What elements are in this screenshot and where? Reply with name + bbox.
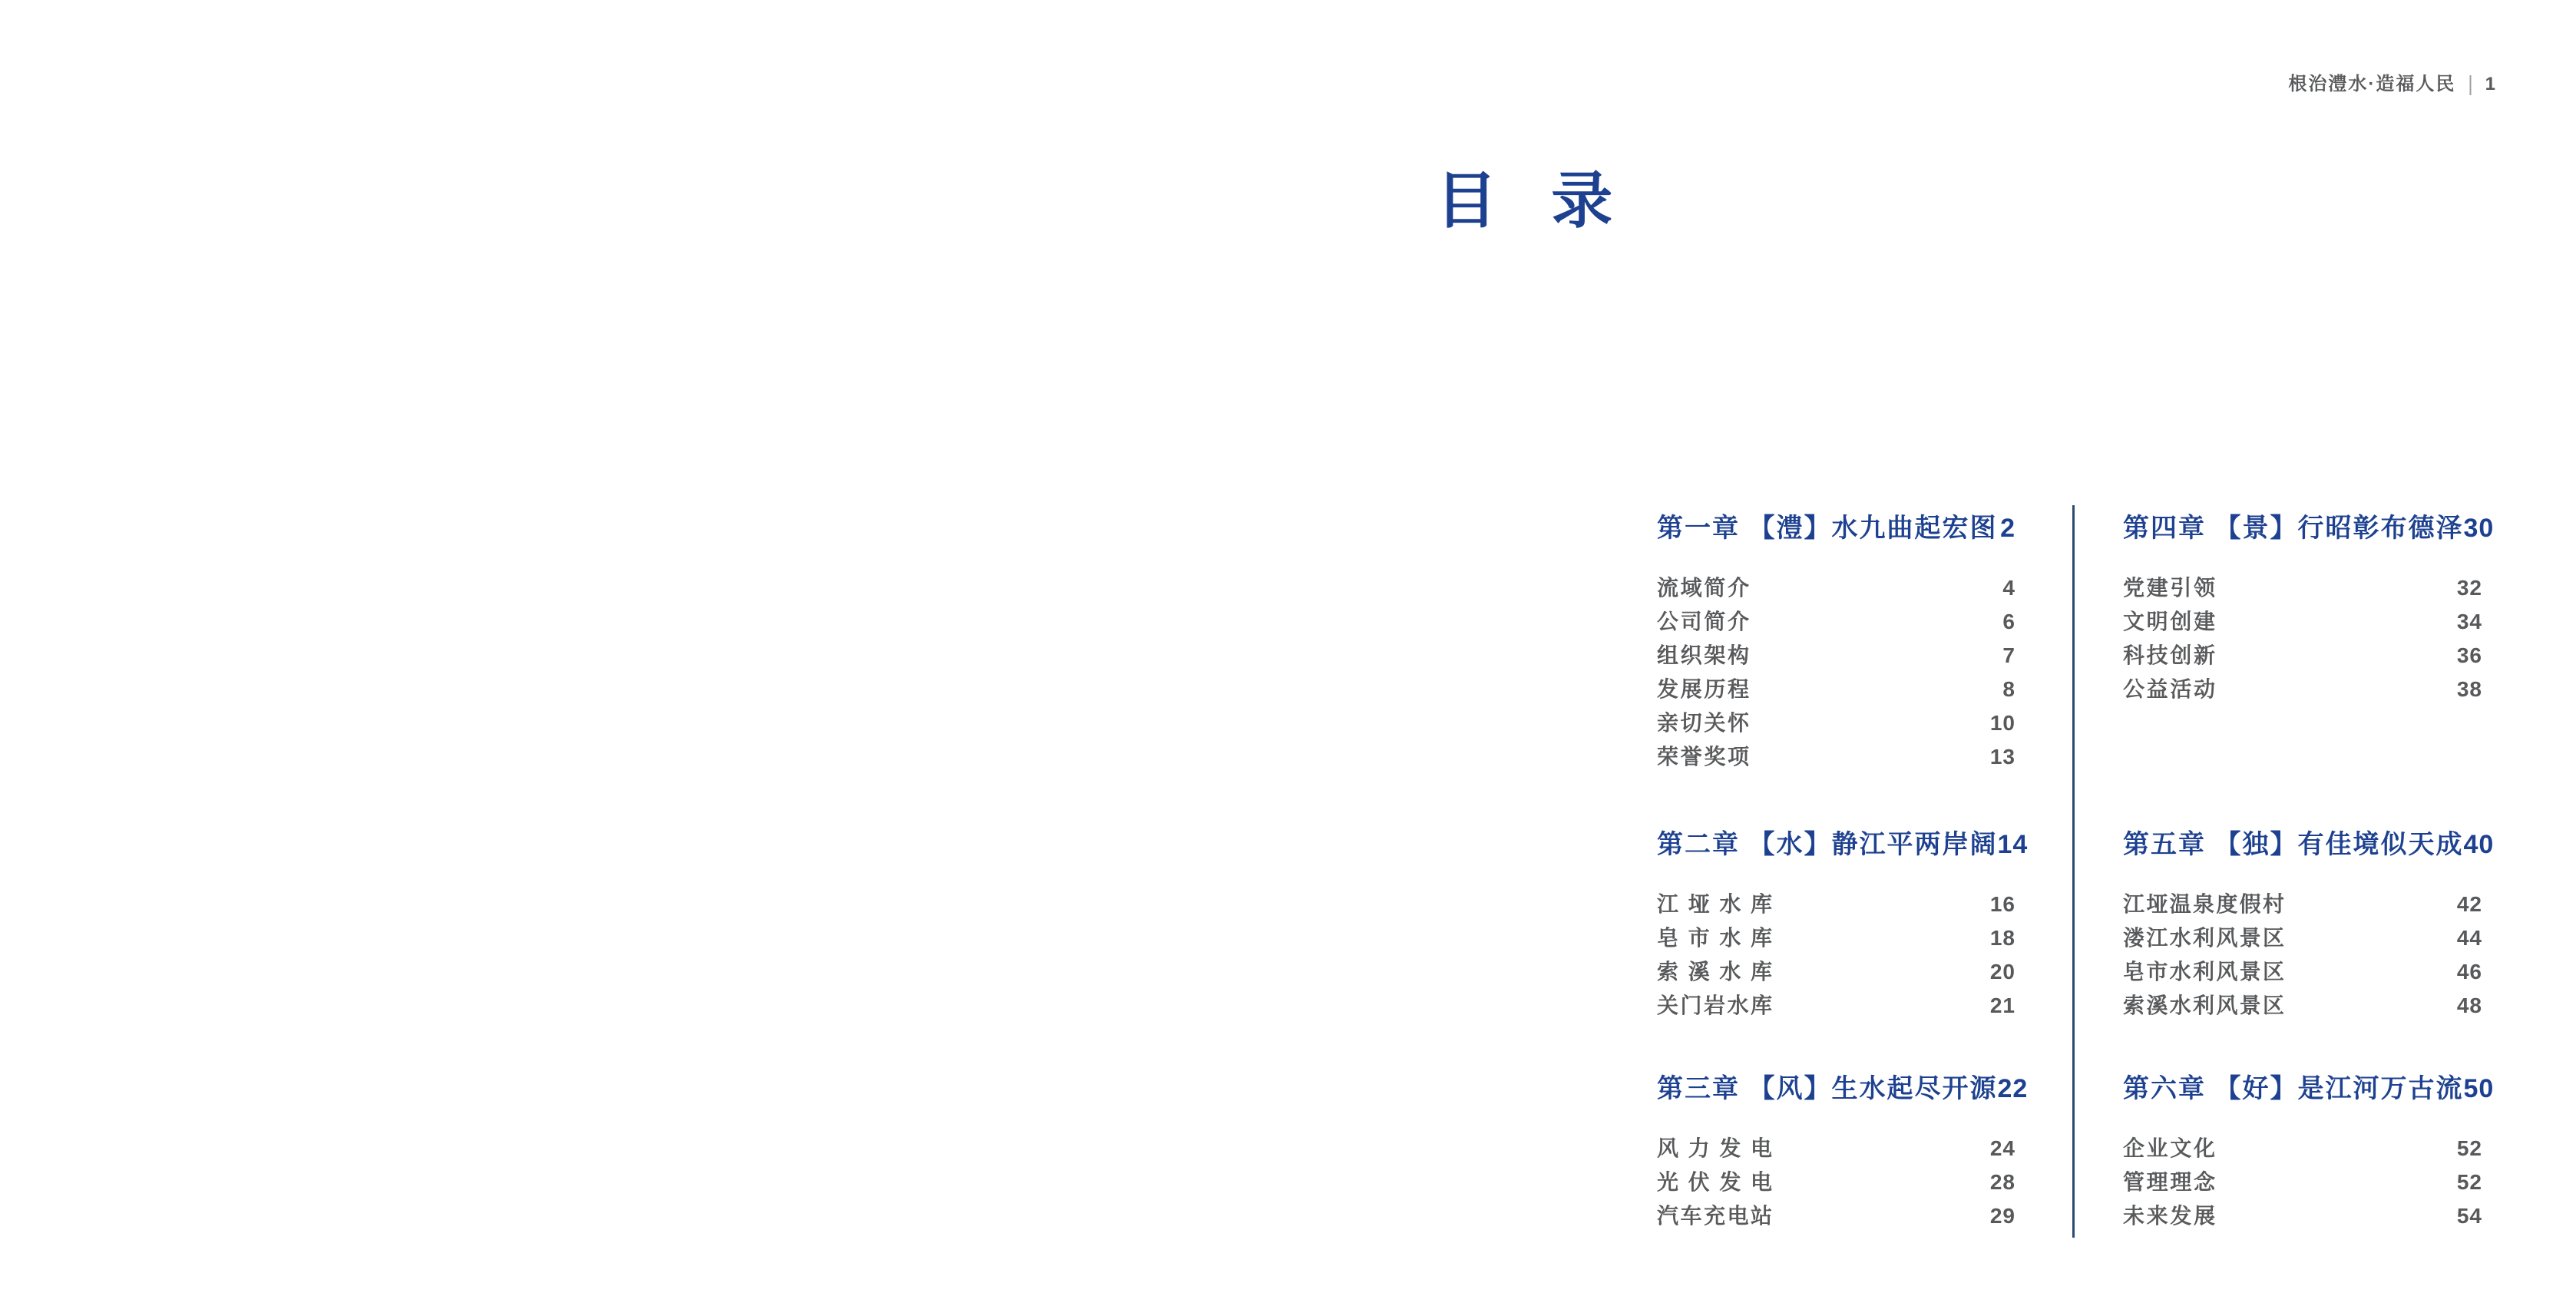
toc-item-page-number: 52 bbox=[2456, 1170, 2482, 1194]
chapter-title: 第四章 【景】行昭彰布德泽 bbox=[2123, 514, 2464, 543]
chapter-page-number: 14 bbox=[1997, 830, 2029, 859]
toc-item-page-number: 8 bbox=[2002, 677, 2015, 701]
toc-item-link[interactable] bbox=[1657, 740, 2015, 774]
toc-item-title: 公益活动 bbox=[2123, 677, 2215, 701]
chapter-title: 第二章 【水】静江平两岸阔 bbox=[1657, 830, 1998, 859]
toc-item-page-number: 44 bbox=[2456, 926, 2482, 950]
toc-item-link[interactable] bbox=[2123, 1165, 2482, 1199]
toc-item-link[interactable] bbox=[2123, 989, 2482, 1023]
toc-item-link[interactable] bbox=[2123, 571, 2482, 605]
toc-item-title: 关门岩水库 bbox=[1657, 994, 1772, 1017]
toc-item-link[interactable] bbox=[2123, 639, 2482, 673]
toc-item-link[interactable] bbox=[1657, 639, 2015, 673]
toc-item-page-number: 7 bbox=[2002, 643, 2015, 667]
toc-item-link[interactable] bbox=[1657, 921, 2015, 955]
toc-item-page-number: 16 bbox=[1989, 892, 2015, 916]
chapter-title: 第三章 【风】生水起尽开源 bbox=[1657, 1074, 1998, 1103]
toc-item-link[interactable] bbox=[1657, 571, 2015, 605]
chapter-heading-link[interactable] bbox=[1657, 829, 2029, 860]
toc-item-page-number: 28 bbox=[1989, 1170, 2015, 1194]
chapter-page-number: 40 bbox=[2463, 830, 2495, 859]
toc-item-title: 皂市水利风景区 bbox=[2123, 960, 2284, 984]
toc-chapter bbox=[1657, 513, 2015, 774]
toc-column-left bbox=[1657, 513, 2029, 1273]
toc-item-title: 汽车充电站 bbox=[1657, 1204, 1772, 1228]
toc-item-link[interactable] bbox=[1657, 605, 2015, 639]
toc-item-title: 科技创新 bbox=[2123, 643, 2215, 667]
toc-item-title: 流域简介 bbox=[1657, 576, 1749, 600]
toc-item-page-number: 20 bbox=[1989, 960, 2015, 984]
toc-item-link[interactable] bbox=[1657, 989, 2015, 1023]
toc-item-title: 荣誉奖项 bbox=[1657, 745, 1749, 769]
toc-item-page-number: 32 bbox=[2456, 576, 2482, 600]
toc-item-title: 公司简介 bbox=[1657, 610, 1749, 633]
toc-column-right bbox=[2123, 513, 2495, 1273]
chapter-title: 第六章 【好】是江河万古流 bbox=[2123, 1074, 2464, 1103]
toc-item-link[interactable] bbox=[1657, 888, 2015, 921]
toc-item-link[interactable] bbox=[1657, 955, 2015, 989]
toc-chapter bbox=[2123, 1073, 2495, 1233]
chapter-page-number: 2 bbox=[2000, 514, 2015, 543]
chapter-page-number: 50 bbox=[2463, 1074, 2495, 1103]
toc-item-link[interactable] bbox=[2123, 1199, 2482, 1233]
toc-item-link[interactable] bbox=[2123, 605, 2482, 639]
toc-item-title: 党建引领 bbox=[2123, 576, 2215, 600]
toc-item-title: 风力发电 bbox=[1657, 1136, 1772, 1160]
chapter-heading-link[interactable] bbox=[2123, 1073, 2495, 1104]
toc-item-title: 组织架构 bbox=[1657, 643, 1749, 667]
toc-item-title: 溇江水利风景区 bbox=[2123, 926, 2284, 950]
toc-item-link[interactable] bbox=[1657, 1199, 2015, 1233]
toc-item-page-number: 46 bbox=[2456, 960, 2482, 984]
toc-item-page-number: 34 bbox=[2456, 610, 2482, 633]
chapter-heading-link[interactable] bbox=[2123, 829, 2495, 860]
toc-item-page-number: 10 bbox=[1989, 711, 2015, 735]
toc-item-title: 未来发展 bbox=[2123, 1204, 2215, 1228]
toc-item-page-number: 4 bbox=[2002, 576, 2015, 600]
toc-item-title: 亲切关怀 bbox=[1657, 711, 1749, 735]
chapter-items bbox=[2123, 571, 2482, 706]
toc-item-link[interactable] bbox=[2123, 921, 2482, 955]
chapter-heading-link[interactable] bbox=[2123, 513, 2495, 544]
chapter-items bbox=[2123, 1132, 2482, 1233]
chapter-items bbox=[2123, 888, 2482, 1023]
toc-item-title: 江垭温泉度假村 bbox=[2123, 892, 2284, 916]
toc-item-title: 文明创建 bbox=[2123, 610, 2215, 633]
toc-chapter bbox=[2123, 829, 2495, 1023]
column-divider bbox=[2072, 505, 2075, 1238]
toc-item-page-number: 13 bbox=[1989, 745, 2015, 769]
chapter-title: 第一章 【澧】水九曲起宏图 bbox=[1657, 514, 1998, 543]
toc-item-page-number: 38 bbox=[2456, 677, 2482, 701]
chapter-page-number: 30 bbox=[2463, 514, 2495, 543]
toc-item-page-number: 24 bbox=[1989, 1136, 2015, 1160]
toc-item-title: 索溪水利风景区 bbox=[2123, 994, 2284, 1017]
toc-item-page-number: 6 bbox=[2002, 610, 2015, 633]
chapter-page-number: 22 bbox=[1997, 1074, 2029, 1103]
toc-item-link[interactable] bbox=[1657, 706, 2015, 740]
chapter-items bbox=[1657, 1132, 2015, 1233]
header-slogan: 根治澧水·造福人民 bbox=[2288, 74, 2456, 94]
toc-item-title: 企业文化 bbox=[2123, 1136, 2215, 1160]
toc-item-page-number: 48 bbox=[2456, 994, 2482, 1017]
toc-item-title: 皂市水库 bbox=[1657, 926, 1772, 950]
toc-chapter bbox=[2123, 513, 2495, 706]
header-separator: | bbox=[2468, 71, 2473, 96]
toc-item-page-number: 36 bbox=[2456, 643, 2482, 667]
page-title: 目 录 bbox=[1436, 167, 1613, 235]
toc-chapter bbox=[1657, 1073, 2029, 1233]
toc-item-link[interactable] bbox=[2123, 955, 2482, 989]
toc-chapter bbox=[1657, 829, 2029, 1023]
toc-item-link[interactable] bbox=[1657, 1132, 2015, 1165]
page-header bbox=[2288, 71, 2497, 96]
toc-item-link[interactable] bbox=[2123, 1132, 2482, 1165]
toc-item-page-number: 54 bbox=[2456, 1204, 2482, 1228]
toc-item-link[interactable] bbox=[2123, 888, 2482, 921]
toc-item-link[interactable] bbox=[1657, 1165, 2015, 1199]
toc-item-title: 索溪水库 bbox=[1657, 960, 1772, 984]
toc-item-page-number: 21 bbox=[1989, 994, 2015, 1017]
chapter-title: 第五章 【独】有佳境似天成 bbox=[2123, 830, 2464, 859]
toc-item-title: 发展历程 bbox=[1657, 677, 1749, 701]
toc-item-link[interactable] bbox=[1657, 673, 2015, 706]
chapter-items bbox=[1657, 888, 2015, 1023]
chapter-items bbox=[1657, 571, 2015, 774]
toc-item-title: 管理理念 bbox=[2123, 1170, 2215, 1194]
header-page-number: 1 bbox=[2485, 74, 2497, 94]
toc-item-page-number: 42 bbox=[2456, 892, 2482, 916]
chapter-heading-link[interactable] bbox=[1657, 513, 2015, 544]
toc-item-page-number: 29 bbox=[1989, 1204, 2015, 1228]
toc-item-page-number: 18 bbox=[1989, 926, 2015, 950]
toc-item-title: 江垭水库 bbox=[1657, 892, 1772, 916]
toc-item-link[interactable] bbox=[2123, 673, 2482, 706]
chapter-heading-link[interactable] bbox=[1657, 1073, 2029, 1104]
toc-item-title: 光伏发电 bbox=[1657, 1170, 1772, 1194]
toc-item-page-number: 52 bbox=[2456, 1136, 2482, 1160]
